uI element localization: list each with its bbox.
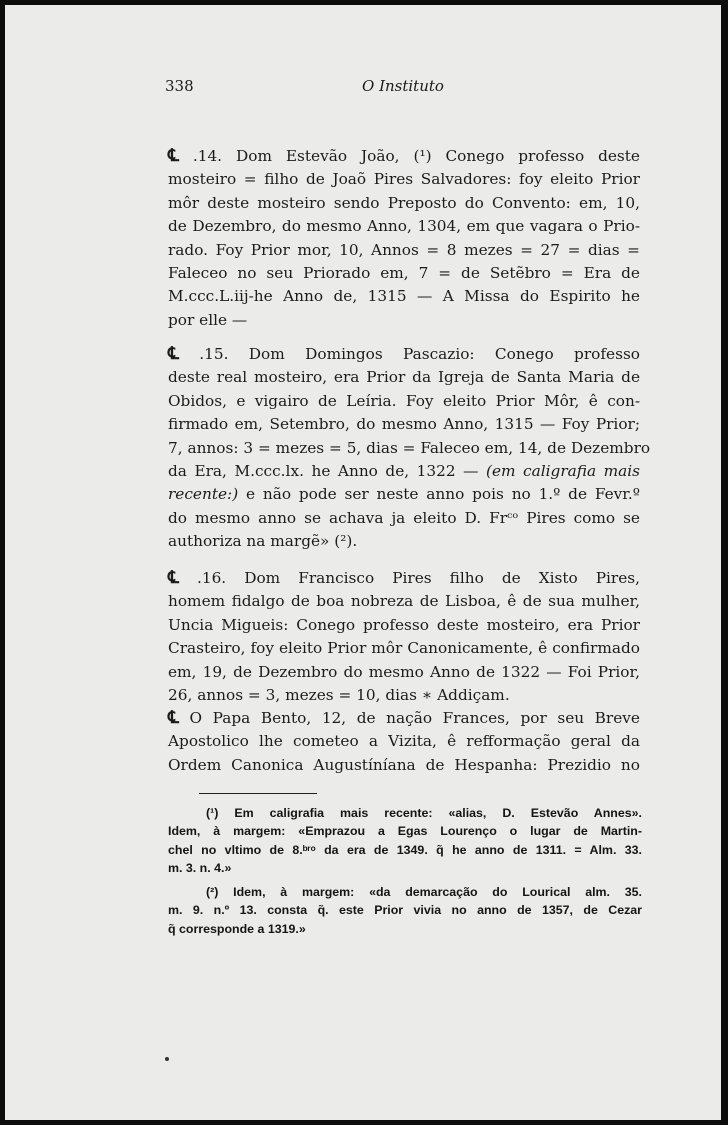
text-line: recente:) e não pode ser neste anno pois no 1.º de Fevr.º: [168, 485, 640, 504]
text-line: ℄ .16. Dom Francisco Pires filho de Xisto Pires,: [168, 568, 641, 588]
pilcrow-mark: ℄: [168, 708, 179, 728]
text-line: homem fidalgo de boa nobreza de Lisboa, ê de sua mulher,: [168, 592, 640, 611]
text-line: môr deste mosteiro sendo Preposto do Convento: em, 10,: [168, 193, 640, 212]
text-line: M.ccc.L.iij-he Anno de, 1315 — A Missa do Espirito he: [168, 287, 640, 306]
text-line: 26, annos = 3, mezes = 10, dias ∗ Addiçam.: [168, 686, 510, 705]
text-line: 7, annos: 3 = mezes = 5, dias = Faleceo em, 14, de Dezembro: [168, 438, 651, 457]
page-number: 338: [165, 77, 194, 95]
paragraph-15: [168, 343, 651, 554]
footnote-line: m. 3. n. 4.»: [168, 860, 232, 875]
book-page: [5, 5, 721, 1120]
footnote-divider: [199, 793, 317, 794]
footnote-line: Idem, à margem: «Emprazou a Egas Lourenço o lugar de Martin-: [168, 824, 642, 839]
footnote-line: (²) Idem, à margem: «da demarcação do Lourical alm. 35.: [206, 885, 642, 899]
footnote-2: [168, 883, 642, 938]
paragraph-14: [168, 145, 640, 332]
footnote-line: m. 9. n.º 13. consta q̃. este Prior vivia no anno de 1357, de Cezar: [168, 903, 642, 918]
text-line: Uncia Migueis: Conego professo deste mosteiro, era Prior: [168, 615, 640, 634]
text-line: da Era, M.ccc.lx. he Anno de, 1322 — (em caligrafia mais: [168, 462, 640, 481]
text-line: Faleceo no seu Priorado em, 7 = de Setẽbro = Era de: [168, 264, 640, 283]
text-line: de Dezembro, do mesmo Anno, 1304, em que vagara o Prio-: [168, 217, 640, 236]
text-line: Apostolico lhe cometeo a Vizita, ê refformação geral da: [168, 732, 640, 751]
pilcrow-mark: ℄: [168, 568, 179, 588]
text-line: ℄ O Papa Bento, 12, de nação Frances, por seu Breve: [168, 708, 640, 728]
italic-note: recente:): [168, 485, 239, 504]
text-line: deste real mosteiro, era Prior da Igreja de Santa Maria de: [168, 368, 640, 387]
text-line: ℄ .14. Dom Estevão João, (¹) Conego professo deste: [168, 146, 640, 166]
paragraph-papa-bento: [168, 707, 640, 777]
text-line: rado. Foy Prior mor, 10, Annos = 8 mezes = 27 = dias =: [168, 240, 640, 259]
footnote-line: q̃ corresponde a 1319.»: [168, 921, 306, 936]
text-line: mosteiro = filho de Joaõ Pires Salvadores: foy eleito Prior: [168, 170, 640, 189]
footnote-1: [168, 804, 642, 877]
pilcrow-mark: ℄: [168, 344, 179, 364]
text-line: firmado em, Setembro, do mesmo Anno, 1315 — Foy Prior;: [168, 415, 640, 434]
paragraph-16: [168, 567, 640, 707]
italic-note: (em caligrafia mais: [485, 462, 640, 481]
ink-dot: [165, 1057, 169, 1061]
text-line: authoriza na margẽ» (²).: [168, 532, 358, 551]
text-line: Ordem Canonica Augustíníana de Hespanha: Prezidio no: [168, 755, 640, 774]
text-line: do mesmo anno se achava ja eleito D. Frᶜᵒ Pires como se: [168, 508, 640, 527]
footnote-line: chel no vltimo de 8.ᵇʳᵒ da era de 1349. q̃ he anno de 1311. = Alm. 33.: [168, 842, 642, 857]
text-line: Obidos, e vigairo de Leíria. Foy eleito Prior Môr, ê con-: [168, 391, 640, 410]
footnote-line: (¹) Em caligrafia mais recente: «alias, D. Estevão Annes».: [206, 806, 642, 820]
pilcrow-mark: ℄: [168, 146, 179, 166]
text-line: por elle —: [168, 310, 248, 329]
text-line: em, 19, de Dezembro do mesmo Anno de 1322 — Foi Prior,: [168, 662, 640, 681]
text-line: ℄ .15. Dom Domingos Pascazio: Conego professo: [168, 344, 640, 364]
running-title: O Instituto: [362, 77, 444, 95]
text-line: Crasteiro, foy eleito Prior môr Canonicamente, ê confirmado: [168, 639, 640, 658]
